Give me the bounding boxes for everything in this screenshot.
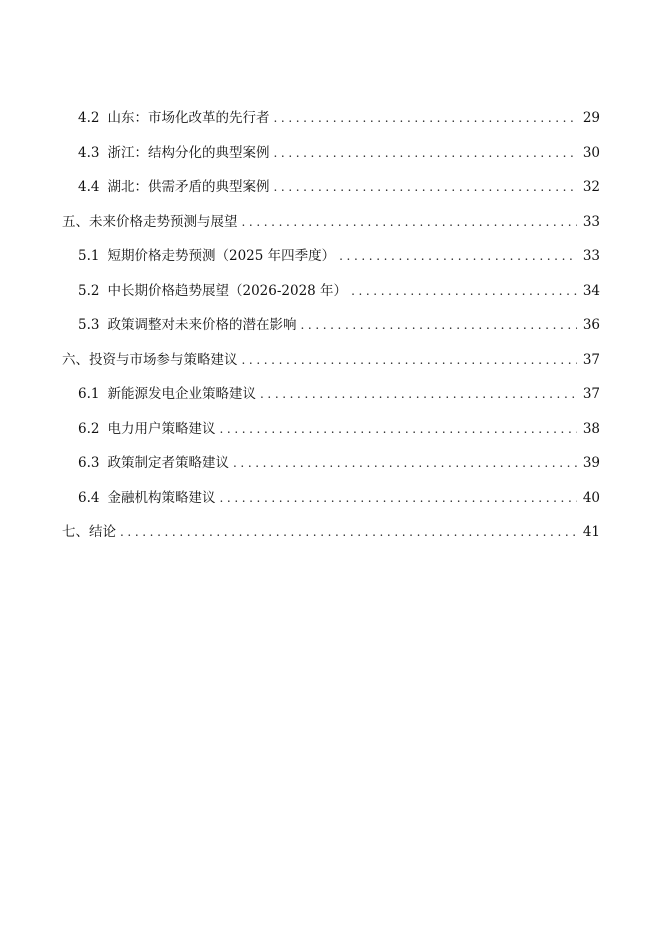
toc-entry-title: 电力用户策略建议 <box>107 421 216 437</box>
toc-page-number: 41 <box>582 524 600 540</box>
toc-entry-title: 六、投资与市场参与策略建议 <box>62 352 238 368</box>
toc-page-number: 32 <box>582 179 600 195</box>
toc-entry-number: 6.1 <box>78 386 100 402</box>
toc-dot-leader <box>242 212 577 232</box>
toc-entry-title: 湖北：供需矛盾的典型案例 <box>107 179 270 195</box>
toc-page-number: 38 <box>582 421 600 437</box>
toc-dot-leader <box>339 246 577 266</box>
toc-entry-6-4[interactable] <box>0 486 600 508</box>
toc-dot-leader <box>120 522 577 542</box>
toc-page-number: 40 <box>582 490 600 506</box>
toc-entry-number: 4.2 <box>78 110 100 126</box>
toc-entry-number: 4.4 <box>78 179 100 195</box>
toc-entry-4-2[interactable] <box>0 106 600 128</box>
toc-entry-title: 中长期价格趋势展望（2026-2028 年） <box>107 283 348 299</box>
toc-dot-leader <box>273 108 576 128</box>
toc-page-number: 36 <box>582 317 600 333</box>
toc-entry-title: 政策制定者策略建议 <box>107 455 229 471</box>
toc-page-number: 37 <box>582 352 600 368</box>
toc-entry-number: 5.2 <box>78 283 100 299</box>
toc-entry-title: 浙江：结构分化的典型案例 <box>107 145 270 161</box>
toc-entry-chapter-7[interactable] <box>0 520 600 542</box>
toc-entry-chapter-6[interactable] <box>0 348 600 370</box>
toc-page-number: 37 <box>582 386 600 402</box>
toc-page-number: 33 <box>582 214 600 230</box>
toc-entry-title: 五、未来价格走势预测与展望 <box>62 214 238 230</box>
toc-entry-title: 短期价格走势预测（2025 年四季度） <box>107 248 336 264</box>
toc-entry-title: 新能源发电企业策略建议 <box>107 386 256 402</box>
toc-dot-leader <box>219 488 576 508</box>
toc-entry-number: 6.4 <box>78 490 100 506</box>
toc-page-number: 39 <box>582 455 600 471</box>
toc-entry-5-1[interactable] <box>0 244 600 266</box>
toc-entry-6-3[interactable] <box>0 451 600 473</box>
toc-entry-number: 5.1 <box>78 248 100 264</box>
toc-entry-title: 政策调整对未来价格的潜在影响 <box>107 317 297 333</box>
toc-entry-number: 5.3 <box>78 317 100 333</box>
toc-dot-leader <box>351 281 577 301</box>
toc-dot-leader <box>300 315 576 335</box>
toc-entry-5-3[interactable] <box>0 313 600 335</box>
toc-dot-leader <box>233 453 577 473</box>
toc-dot-leader <box>273 177 576 197</box>
toc-dot-leader <box>219 419 576 439</box>
toc-dot-leader <box>242 350 577 370</box>
toc-entry-6-2[interactable] <box>0 417 600 439</box>
toc-entry-title: 金融机构策略建议 <box>107 490 216 506</box>
toc-entry-5-2[interactable] <box>0 279 600 301</box>
toc-entry-4-4[interactable] <box>0 175 600 197</box>
toc-entry-4-3[interactable] <box>0 141 600 163</box>
toc-entry-6-1[interactable] <box>0 382 600 404</box>
toc-entry-number: 6.3 <box>78 455 100 471</box>
toc-entry-title: 山东：市场化改革的先行者 <box>107 110 270 126</box>
toc-entry-title: 七、结论 <box>62 524 116 540</box>
toc-page-number: 34 <box>582 283 600 299</box>
toc-dot-leader <box>273 143 576 163</box>
toc-page-number: 30 <box>582 145 600 161</box>
toc-page-number: 33 <box>582 248 600 264</box>
toc-entry-number: 4.3 <box>78 145 100 161</box>
toc-page-number: 29 <box>582 110 600 126</box>
toc-entry-chapter-5[interactable] <box>0 210 600 232</box>
toc-entry-number: 6.2 <box>78 421 100 437</box>
toc-dot-leader <box>260 384 577 404</box>
